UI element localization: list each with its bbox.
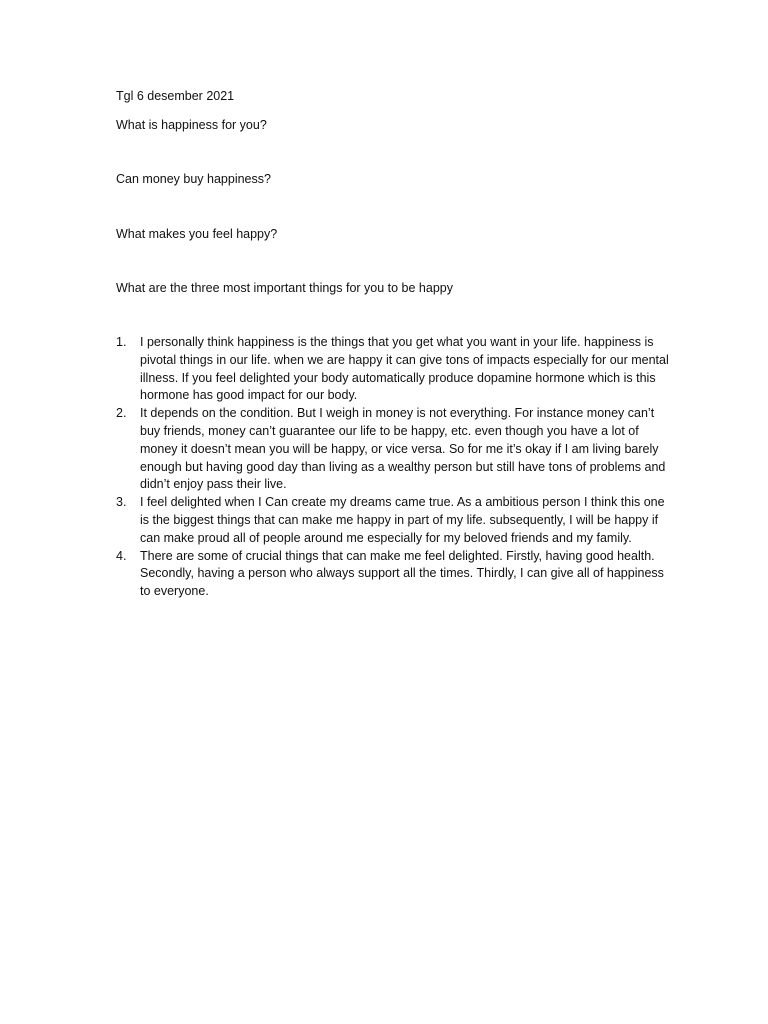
answer-text: I feel delighted when I Can create my dreams came true. As a ambitious person I think this one is the biggest things that can make me happy in part of my life. subsequently, I will be happy if can make proud all of people around me especially for my beloved friends and my family. [140,495,665,545]
answer-text: It depends on the condition. But I weigh in money is not everything. For instance money can’t buy friends, money can’t guarantee our life to be happy, etc. even though you have a lot of money it doesn’t mean you will be happy, or vice versa. So for me it’s okay if I am living barely enough but having good day than living as a wealthy person but still have tons of problems and didn’t enjoy pass their live. [140,406,666,492]
question-3: What makes you feel happy? [116,227,278,241]
answer-number: 1. [116,335,127,349]
answer-number: 2. [116,406,127,421]
question-2: Can money buy happiness? [116,172,271,186]
document-date: Tgl 6 desember 2021 [116,89,235,103]
answer-text: I personally think happiness is the things that you get what you want in your life. happiness is pivotal things in our life. when we are happy it can give tons of impacts especially for our mental illness. If you feel delighted your body automatically produce dopamine hormone which is this hormone has good impact for our body. [140,335,669,403]
question-4: What are the three most important things for you to be happy [116,281,453,295]
answer-item-1 [116,334,676,405]
answer-item-4 [116,548,676,601]
question-1: What is happiness for you? [116,118,267,132]
answer-item-3 [116,494,676,547]
answer-item-2 [116,405,676,494]
answer-number: 3. [116,495,127,510]
answer-number: 4. [116,548,127,563]
answer-text: There are some of crucial things that can make me feel delighted. Firstly, having good health. Secondly, having a person who always support all the times. Thirdly, I can give all of happiness to everyone. [140,548,664,599]
answer-list [116,334,676,601]
